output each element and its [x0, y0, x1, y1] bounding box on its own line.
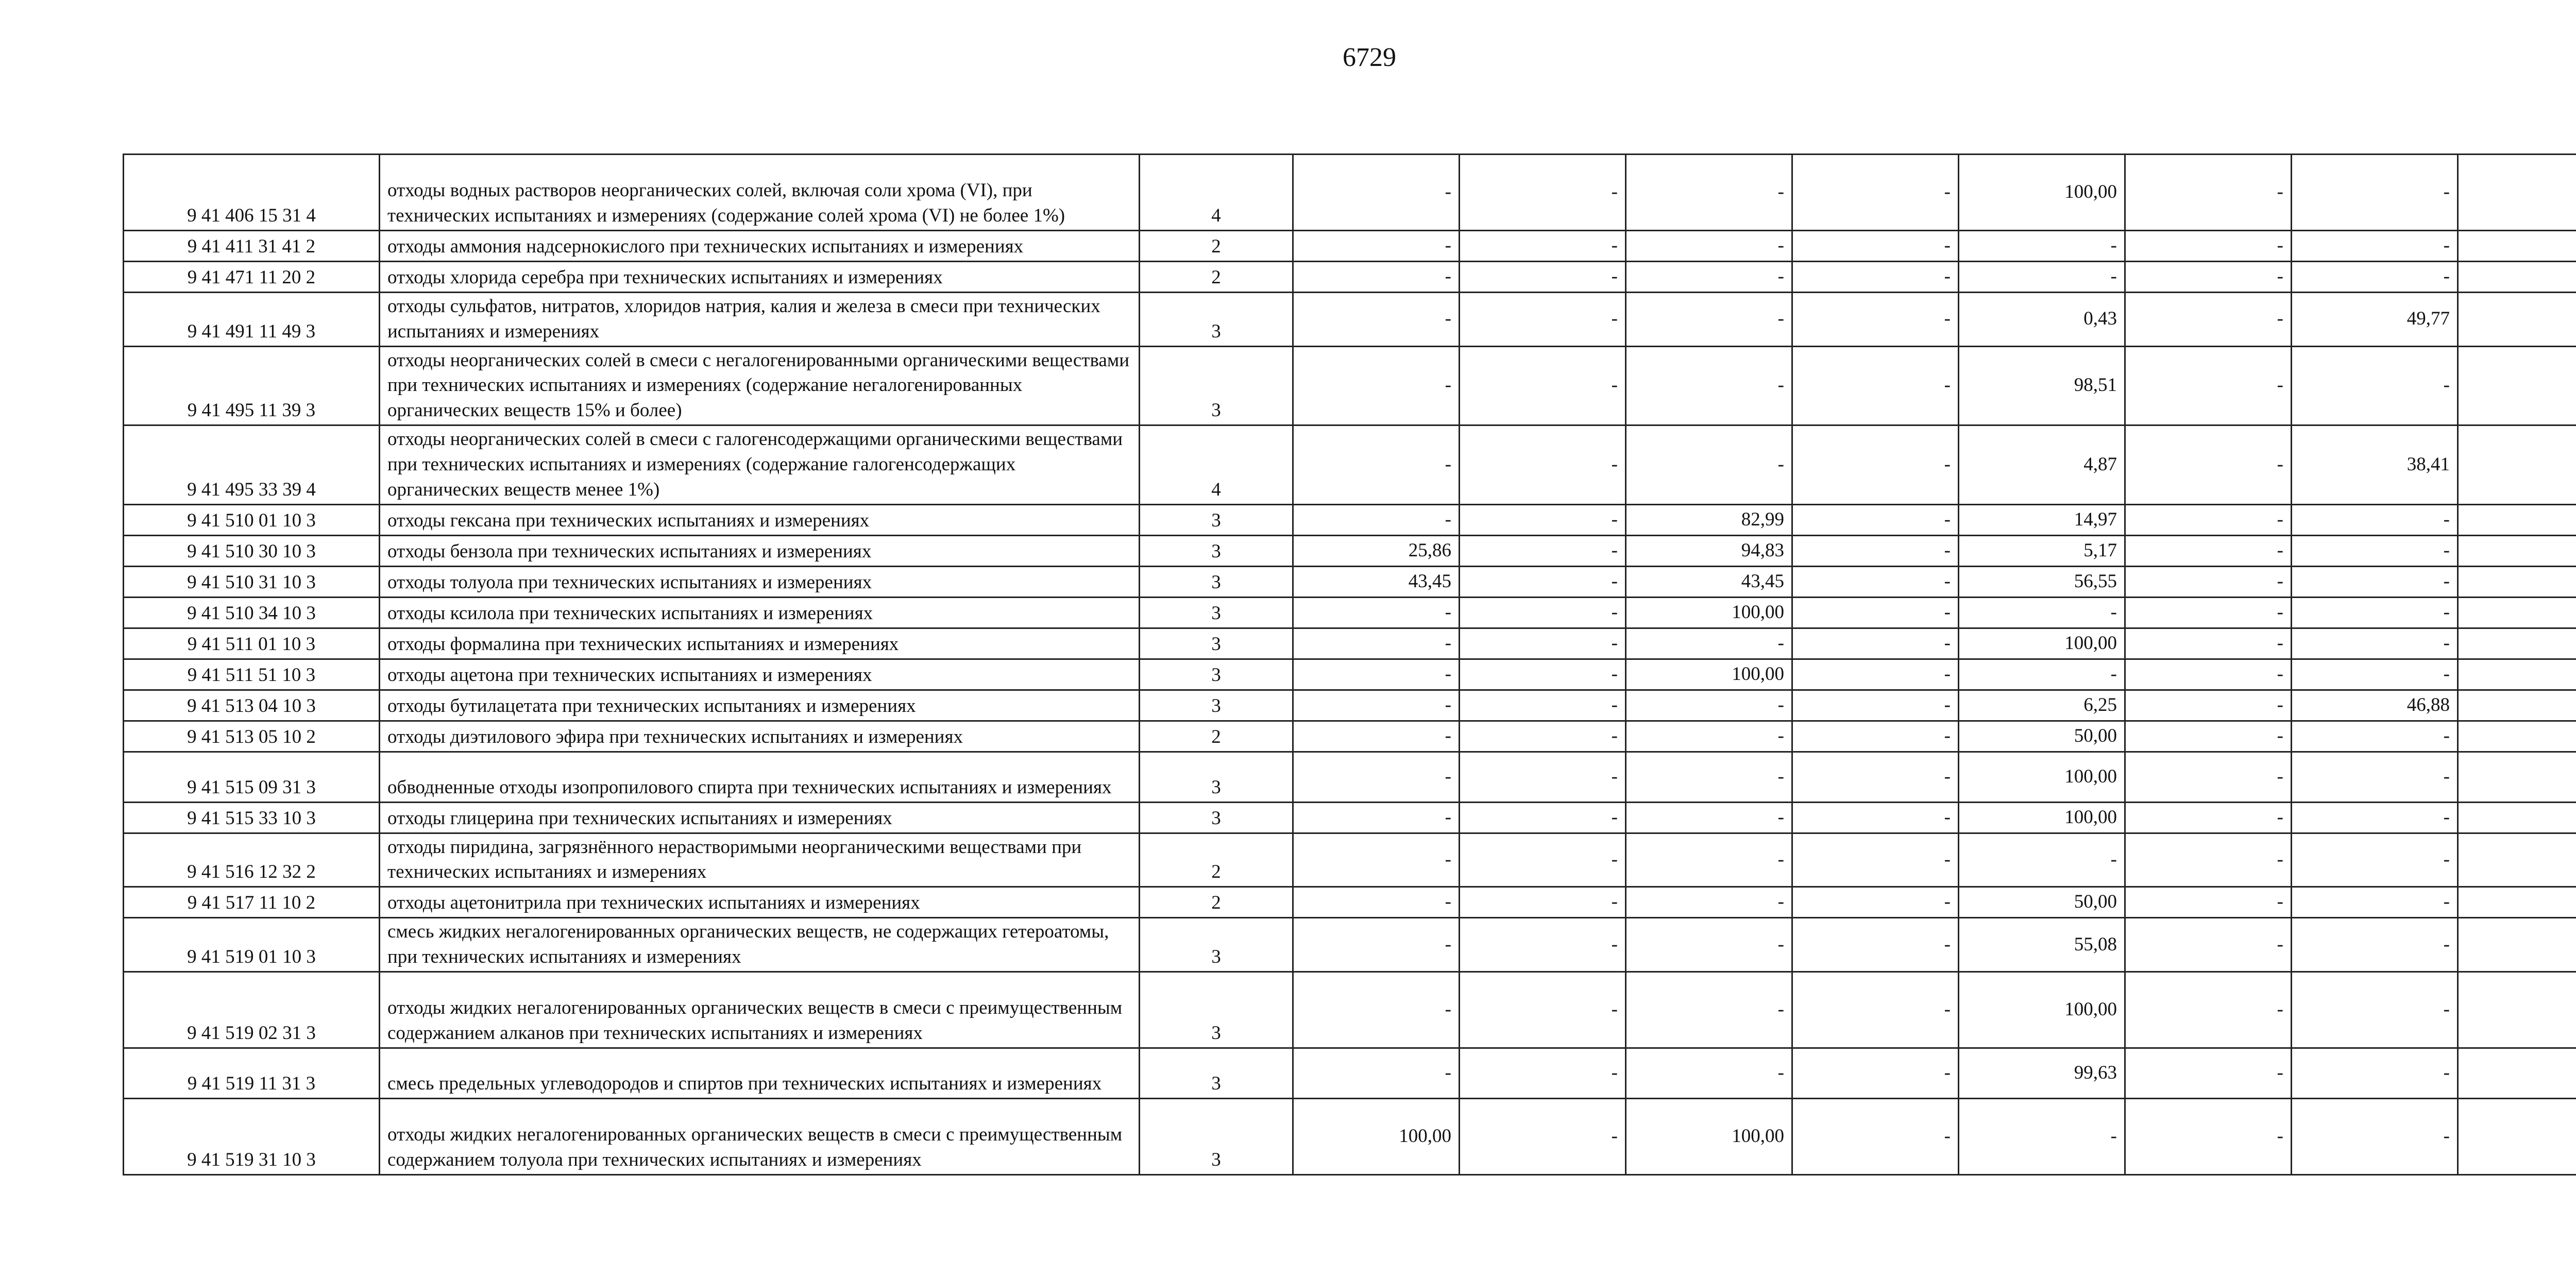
waste-code-cell: 9 41 491 11 49 3: [124, 293, 380, 347]
value-cell: 0,43: [1959, 293, 2125, 347]
value-cell: 49,77: [2292, 293, 2458, 347]
value-cell: -: [1293, 659, 1460, 690]
table-row: [124, 535, 2576, 566]
hazard-class-cell: 3: [1140, 293, 1293, 347]
value-cell: -: [2292, 918, 2458, 972]
value-cell: [2458, 504, 2576, 535]
hazard-class-cell: 3: [1140, 628, 1293, 659]
waste-name-cell: отходы аммония надсернокислого при технических испытаниях и измерениях: [380, 231, 1140, 262]
value-cell: 100,00: [1959, 752, 2125, 802]
value-cell: [2458, 628, 2576, 659]
value-cell: 100,00: [1626, 1098, 1792, 1174]
value-cell: -: [1626, 231, 1792, 262]
waste-name-cell: отходы гексана при технических испытаниях и измерениях: [380, 504, 1140, 535]
value-cell: -: [2125, 597, 2292, 628]
value-cell: 46,88: [2292, 690, 2458, 721]
hazard-class-cell: 2: [1140, 262, 1293, 293]
value-cell: -: [1959, 1098, 2125, 1174]
table-row: [124, 293, 2576, 347]
waste-code-cell: 9 41 513 05 10 2: [124, 721, 380, 752]
value-cell: 100,00: [1626, 659, 1792, 690]
value-cell: -: [2125, 752, 2292, 802]
waste-name-cell: отходы хлорида серебра при технических испытаниях и измерениях: [380, 262, 1140, 293]
value-cell: 100,00: [1293, 1098, 1460, 1174]
value-cell: -: [1460, 1098, 1626, 1174]
waste-name-cell: отходы ацетонитрила при технических испытаниях и измерениях: [380, 887, 1140, 918]
waste-name-cell: смесь предельных углеводородов и спиртов при технических испытаниях и измерениях: [380, 1048, 1140, 1098]
waste-code-cell: 9 41 513 04 10 3: [124, 690, 380, 721]
value-cell: -: [1792, 597, 1959, 628]
hazard-class-cell: 2: [1140, 833, 1293, 887]
value-cell: -: [1293, 231, 1460, 262]
value-cell: -: [1626, 155, 1792, 231]
value-cell: -: [1626, 1048, 1792, 1098]
value-cell: -: [1460, 293, 1626, 347]
waste-name-cell: отходы жидких негалогенированных органических веществ в смеси с преимущественным содержанием толуола при технических испытаниях и измерениях: [380, 1098, 1140, 1174]
hazard-class-cell: 2: [1140, 721, 1293, 752]
value-cell: -: [1792, 752, 1959, 802]
table-row: [124, 1098, 2576, 1174]
value-cell: 100,00: [1959, 155, 2125, 231]
value-cell: -: [1626, 918, 1792, 972]
waste-code-cell: 9 41 495 33 39 4: [124, 425, 380, 504]
hazard-class-cell: 3: [1140, 690, 1293, 721]
waste-code-cell: 9 41 411 31 41 2: [124, 231, 380, 262]
waste-code-cell: 9 41 510 31 10 3: [124, 566, 380, 597]
value-cell: -: [1792, 504, 1959, 535]
value-cell: -: [2125, 918, 2292, 972]
value-cell: -: [2125, 231, 2292, 262]
value-cell: 43,45: [1626, 566, 1792, 597]
value-cell: 50,00: [1959, 721, 2125, 752]
value-cell: [2458, 918, 2576, 972]
hazard-class-cell: 2: [1140, 887, 1293, 918]
table-row: [124, 346, 2576, 425]
value-cell: -: [1460, 802, 1626, 833]
value-cell: -: [1959, 231, 2125, 262]
value-cell: 100,00: [1959, 972, 2125, 1048]
value-cell: -: [1792, 628, 1959, 659]
waste-code-cell: 9 41 471 11 20 2: [124, 262, 380, 293]
value-cell: -: [2125, 628, 2292, 659]
value-cell: -: [1293, 721, 1460, 752]
waste-code-cell: 9 41 519 11 31 3: [124, 1048, 380, 1098]
hazard-class-cell: 4: [1140, 155, 1293, 231]
waste-code-cell: 9 41 510 34 10 3: [124, 597, 380, 628]
value-cell: -: [1460, 597, 1626, 628]
value-cell: -: [2292, 504, 2458, 535]
value-cell: 4,87: [1959, 425, 2125, 504]
hazard-class-cell: 3: [1140, 504, 1293, 535]
hazard-class-cell: 2: [1140, 231, 1293, 262]
value-cell: -: [1460, 628, 1626, 659]
value-cell: [2458, 535, 2576, 566]
table-row: [124, 628, 2576, 659]
table-body: [124, 155, 2576, 1175]
value-cell: [2458, 425, 2576, 504]
table-row: [124, 690, 2576, 721]
value-cell: -: [1792, 721, 1959, 752]
hazard-class-cell: 3: [1140, 752, 1293, 802]
waste-name-cell: отходы неорганических солей в смеси с галогенсодержащими органическими веществами при технических испытаниях и измерениях (содержание галогенсодержащих органических веществ менее 1%): [380, 425, 1140, 504]
value-cell: [2458, 1098, 2576, 1174]
value-cell: -: [2125, 721, 2292, 752]
waste-name-cell: отходы ксилола при технических испытаниях и измерениях: [380, 597, 1140, 628]
value-cell: [2458, 833, 2576, 887]
value-cell: -: [2292, 231, 2458, 262]
value-cell: -: [2292, 535, 2458, 566]
value-cell: -: [2125, 504, 2292, 535]
value-cell: -: [2292, 597, 2458, 628]
value-cell: -: [1460, 262, 1626, 293]
value-cell: -: [1293, 972, 1460, 1048]
value-cell: 82,99: [1626, 504, 1792, 535]
value-cell: -: [2125, 535, 2292, 566]
table-row: [124, 425, 2576, 504]
hazard-class-cell: 3: [1140, 918, 1293, 972]
waste-code-cell: 9 41 515 09 31 3: [124, 752, 380, 802]
page-number: 6729: [1343, 43, 1396, 72]
value-cell: -: [1959, 597, 2125, 628]
value-cell: -: [1293, 346, 1460, 425]
value-cell: -: [2125, 1048, 2292, 1098]
waste-code-cell: 9 41 511 51 10 3: [124, 659, 380, 690]
value-cell: -: [1626, 628, 1792, 659]
value-cell: -: [1792, 425, 1959, 504]
waste-code-cell: 9 41 510 01 10 3: [124, 504, 380, 535]
table-row: [124, 262, 2576, 293]
hazard-class-cell: 3: [1140, 566, 1293, 597]
table-row: [124, 721, 2576, 752]
waste-table: [123, 154, 2576, 1175]
value-cell: -: [2292, 628, 2458, 659]
value-cell: -: [2292, 833, 2458, 887]
value-cell: -: [1626, 752, 1792, 802]
value-cell: -: [1626, 293, 1792, 347]
value-cell: -: [1293, 425, 1460, 504]
value-cell: 98,51: [1959, 346, 2125, 425]
value-cell: -: [1460, 918, 1626, 972]
value-cell: -: [2125, 972, 2292, 1048]
waste-name-cell: отходы сульфатов, нитратов, хлоридов натрия, калия и железа в смеси при технических испытаниях и измерениях: [380, 293, 1140, 347]
value-cell: -: [1792, 231, 1959, 262]
value-cell: -: [1626, 346, 1792, 425]
table-row: [124, 972, 2576, 1048]
hazard-class-cell: 3: [1140, 346, 1293, 425]
value-cell: -: [2125, 262, 2292, 293]
waste-code-cell: 9 41 515 33 10 3: [124, 802, 380, 833]
value-cell: -: [1293, 504, 1460, 535]
value-cell: -: [1792, 566, 1959, 597]
value-cell: -: [1293, 293, 1460, 347]
hazard-class-cell: 3: [1140, 597, 1293, 628]
value-cell: -: [1293, 752, 1460, 802]
value-cell: -: [2292, 1048, 2458, 1098]
value-cell: -: [1460, 752, 1626, 802]
value-cell: -: [1460, 721, 1626, 752]
value-cell: [2458, 659, 2576, 690]
value-cell: -: [1293, 833, 1460, 887]
waste-name-cell: отходы формалина при технических испытаниях и измерениях: [380, 628, 1140, 659]
value-cell: -: [1792, 1048, 1959, 1098]
waste-code-cell: 9 41 511 01 10 3: [124, 628, 380, 659]
value-cell: -: [2292, 721, 2458, 752]
value-cell: -: [1293, 597, 1460, 628]
value-cell: 50,00: [1959, 887, 2125, 918]
value-cell: -: [2125, 346, 2292, 425]
value-cell: -: [2292, 887, 2458, 918]
waste-name-cell: обводненные отходы изопропилового спирта при технических испытаниях и измерениях: [380, 752, 1140, 802]
value-cell: 100,00: [1626, 597, 1792, 628]
value-cell: -: [2125, 802, 2292, 833]
value-cell: [2458, 802, 2576, 833]
value-cell: [2458, 887, 2576, 918]
value-cell: 14,97: [1959, 504, 2125, 535]
hazard-class-cell: 3: [1140, 1048, 1293, 1098]
value-cell: -: [1792, 802, 1959, 833]
waste-name-cell: отходы глицерина при технических испытаниях и измерениях: [380, 802, 1140, 833]
value-cell: 5,17: [1959, 535, 2125, 566]
value-cell: -: [1293, 262, 1460, 293]
value-cell: -: [1792, 918, 1959, 972]
table-row: [124, 566, 2576, 597]
value-cell: [2458, 752, 2576, 802]
value-cell: -: [1293, 887, 1460, 918]
value-cell: 100,00: [1959, 628, 2125, 659]
table-row: [124, 659, 2576, 690]
hazard-class-cell: 3: [1140, 535, 1293, 566]
table-row: [124, 918, 2576, 972]
value-cell: -: [2292, 346, 2458, 425]
table-row: [124, 155, 2576, 231]
waste-code-cell: 9 41 519 31 10 3: [124, 1098, 380, 1174]
waste-code-cell: 9 41 516 12 32 2: [124, 833, 380, 887]
value-cell: -: [1460, 231, 1626, 262]
value-cell: -: [1293, 690, 1460, 721]
value-cell: -: [1460, 1048, 1626, 1098]
waste-code-cell: 9 41 406 15 31 4: [124, 155, 380, 231]
table-row: [124, 802, 2576, 833]
value-cell: -: [1460, 155, 1626, 231]
table-row: [124, 833, 2576, 887]
value-cell: -: [1959, 833, 2125, 887]
waste-name-cell: отходы толуола при технических испытаниях и измерениях: [380, 566, 1140, 597]
value-cell: -: [1460, 659, 1626, 690]
value-cell: [2458, 346, 2576, 425]
value-cell: [2458, 1048, 2576, 1098]
value-cell: -: [1792, 535, 1959, 566]
value-cell: 6,25: [1959, 690, 2125, 721]
waste-name-cell: смесь жидких негалогенированных органических веществ, не содержащих гетероатомы, при технических испытаниях и измерениях: [380, 918, 1140, 972]
value-cell: -: [2125, 690, 2292, 721]
value-cell: -: [1792, 155, 1959, 231]
waste-name-cell: отходы неорганических солей в смеси с негалогенированными органическими веществами при технических испытаниях и измерениях (содержание негалогенированных органических веществ 15% и более): [380, 346, 1140, 425]
value-cell: -: [1626, 887, 1792, 918]
value-cell: 25,86: [1293, 535, 1460, 566]
value-cell: -: [2292, 659, 2458, 690]
value-cell: -: [2125, 566, 2292, 597]
value-cell: 55,08: [1959, 918, 2125, 972]
value-cell: -: [1792, 346, 1959, 425]
table-row: [124, 887, 2576, 918]
value-cell: -: [1792, 1098, 1959, 1174]
hazard-class-cell: 4: [1140, 425, 1293, 504]
value-cell: -: [2292, 802, 2458, 833]
value-cell: -: [1792, 690, 1959, 721]
value-cell: -: [1626, 690, 1792, 721]
hazard-class-cell: 3: [1140, 802, 1293, 833]
value-cell: [2458, 293, 2576, 347]
waste-code-cell: 9 41 517 11 10 2: [124, 887, 380, 918]
value-cell: 56,55: [1959, 566, 2125, 597]
value-cell: -: [1959, 262, 2125, 293]
value-cell: [2458, 155, 2576, 231]
waste-code-cell: 9 41 510 30 10 3: [124, 535, 380, 566]
value-cell: -: [1293, 802, 1460, 833]
value-cell: -: [1460, 887, 1626, 918]
table-row: [124, 231, 2576, 262]
value-cell: -: [1293, 628, 1460, 659]
value-cell: -: [1792, 262, 1959, 293]
value-cell: -: [1626, 262, 1792, 293]
table-row: [124, 597, 2576, 628]
value-cell: -: [1460, 972, 1626, 1048]
hazard-class-cell: 3: [1140, 659, 1293, 690]
value-cell: -: [2125, 425, 2292, 504]
hazard-class-cell: 3: [1140, 972, 1293, 1048]
value-cell: -: [1460, 346, 1626, 425]
value-cell: -: [1959, 659, 2125, 690]
value-cell: [2458, 690, 2576, 721]
waste-code-cell: 9 41 495 11 39 3: [124, 346, 380, 425]
value-cell: -: [1792, 833, 1959, 887]
value-cell: [2458, 566, 2576, 597]
value-cell: 43,45: [1293, 566, 1460, 597]
value-cell: 94,83: [1626, 535, 1792, 566]
waste-name-cell: отходы водных растворов неорганических солей, включая соли хрома (VI), при технических испытаниях и измерениях (содержание солей хрома (VI) не более 1%): [380, 155, 1140, 231]
value-cell: -: [2292, 262, 2458, 293]
value-cell: -: [1792, 972, 1959, 1048]
value-cell: -: [1626, 425, 1792, 504]
value-cell: -: [2292, 972, 2458, 1048]
value-cell: -: [1792, 659, 1959, 690]
value-cell: [2458, 262, 2576, 293]
value-cell: -: [1626, 802, 1792, 833]
value-cell: -: [1626, 721, 1792, 752]
value-cell: -: [2125, 659, 2292, 690]
value-cell: -: [2292, 752, 2458, 802]
value-cell: -: [2125, 293, 2292, 347]
value-cell: [2458, 231, 2576, 262]
value-cell: 38,41: [2292, 425, 2458, 504]
value-cell: -: [1460, 566, 1626, 597]
value-cell: -: [1460, 833, 1626, 887]
value-cell: -: [2125, 155, 2292, 231]
value-cell: 100,00: [1959, 802, 2125, 833]
waste-code-cell: 9 41 519 01 10 3: [124, 918, 380, 972]
value-cell: -: [1460, 535, 1626, 566]
value-cell: -: [2125, 887, 2292, 918]
value-cell: [2458, 972, 2576, 1048]
value-cell: -: [2292, 566, 2458, 597]
waste-name-cell: отходы ацетона при технических испытаниях и измерениях: [380, 659, 1140, 690]
value-cell: -: [2125, 833, 2292, 887]
value-cell: -: [1460, 504, 1626, 535]
value-cell: [2458, 721, 2576, 752]
value-cell: -: [1626, 833, 1792, 887]
value-cell: -: [2292, 1098, 2458, 1174]
value-cell: -: [1293, 1048, 1460, 1098]
waste-name-cell: отходы диэтилового эфира при технических испытаниях и измерениях: [380, 721, 1140, 752]
table-row: [124, 1048, 2576, 1098]
waste-name-cell: отходы бензола при технических испытаниях и измерениях: [380, 535, 1140, 566]
value-cell: -: [1293, 155, 1460, 231]
value-cell: -: [1460, 425, 1626, 504]
value-cell: -: [1460, 690, 1626, 721]
waste-name-cell: отходы пиридина, загрязнённого нерастворимыми неорганическими веществами при технических испытаниях и измерениях: [380, 833, 1140, 887]
value-cell: 99,63: [1959, 1048, 2125, 1098]
value-cell: -: [1293, 918, 1460, 972]
waste-code-cell: 9 41 519 02 31 3: [124, 972, 380, 1048]
value-cell: [2458, 597, 2576, 628]
table-row: [124, 752, 2576, 802]
value-cell: -: [2125, 1098, 2292, 1174]
value-cell: -: [1792, 887, 1959, 918]
value-cell: -: [1792, 293, 1959, 347]
waste-name-cell: отходы бутилацетата при технических испытаниях и измерениях: [380, 690, 1140, 721]
table-row: [124, 504, 2576, 535]
waste-name-cell: отходы жидких негалогенированных органических веществ в смеси с преимущественным содержанием алканов при технических испытаниях и измерениях: [380, 972, 1140, 1048]
hazard-class-cell: 3: [1140, 1098, 1293, 1174]
value-cell: -: [2292, 155, 2458, 231]
value-cell: -: [1626, 972, 1792, 1048]
